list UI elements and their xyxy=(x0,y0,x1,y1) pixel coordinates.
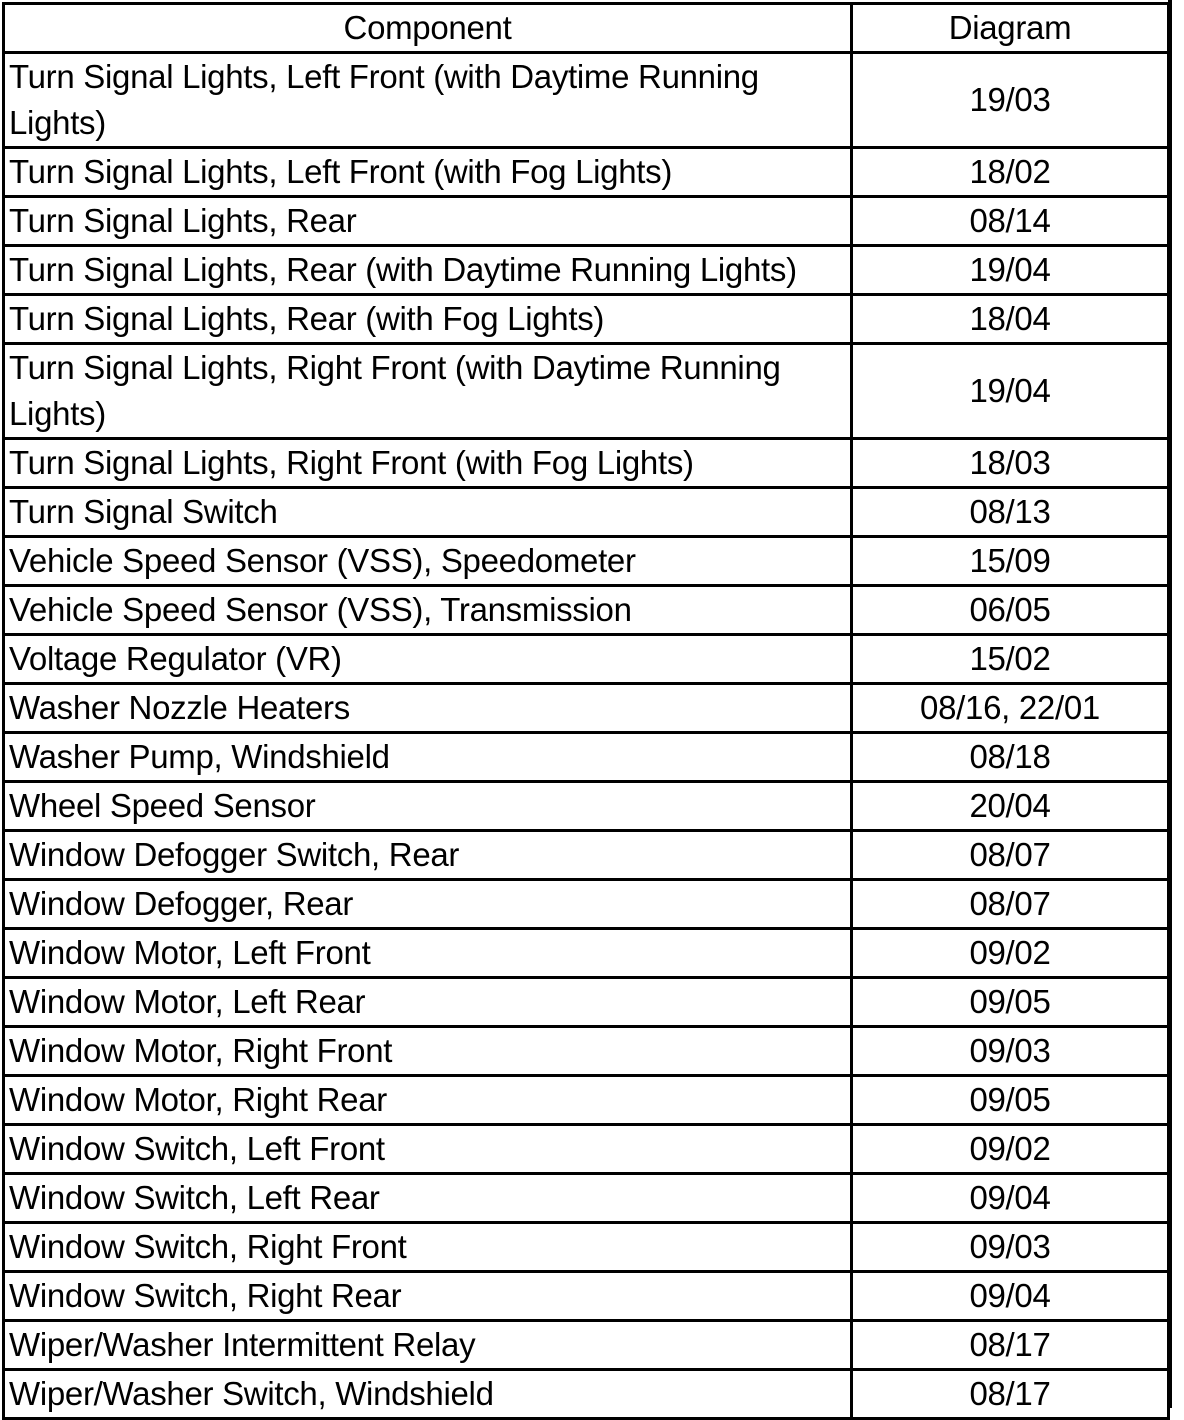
diagram-column-header: Diagram xyxy=(852,4,1169,53)
component-cell: Window Motor, Right Front xyxy=(4,1027,852,1076)
component-cell: Vehicle Speed Sensor (VSS), Transmission xyxy=(4,586,852,635)
table-row xyxy=(4,586,1169,635)
diagram-cell: 15/02 xyxy=(852,635,1169,684)
component-cell: Wheel Speed Sensor xyxy=(4,782,852,831)
table-body xyxy=(4,53,1169,1419)
table-header xyxy=(4,4,1169,53)
diagram-cell: 08/16, 22/01 xyxy=(852,684,1169,733)
header-row xyxy=(4,4,1169,53)
table-row xyxy=(4,978,1169,1027)
component-cell: Turn Signal Lights, Right Front (with Daytime Running Lights) xyxy=(4,344,852,439)
diagram-cell: 09/05 xyxy=(852,978,1169,1027)
component-cell: Turn Signal Lights, Left Front (with Fog Lights) xyxy=(4,148,852,197)
diagram-cell: 08/17 xyxy=(852,1321,1169,1370)
table-row xyxy=(4,1174,1169,1223)
diagram-cell: 09/03 xyxy=(852,1223,1169,1272)
diagram-cell: 06/05 xyxy=(852,586,1169,635)
table-row xyxy=(4,1027,1169,1076)
table-row xyxy=(4,488,1169,537)
component-cell: Window Motor, Left Front xyxy=(4,929,852,978)
table-row xyxy=(4,831,1169,880)
component-index-table xyxy=(2,2,1170,1420)
table-row xyxy=(4,246,1169,295)
diagram-cell: 19/03 xyxy=(852,53,1169,148)
component-cell: Window Motor, Left Rear xyxy=(4,978,852,1027)
diagram-cell: 09/02 xyxy=(852,1125,1169,1174)
table-row xyxy=(4,684,1169,733)
table-row xyxy=(4,148,1169,197)
component-cell: Wiper/Washer Intermittent Relay xyxy=(4,1321,852,1370)
table-row xyxy=(4,53,1169,148)
component-cell: Voltage Regulator (VR) xyxy=(4,635,852,684)
table-row xyxy=(4,1076,1169,1125)
diagram-cell: 18/02 xyxy=(852,148,1169,197)
diagram-cell: 19/04 xyxy=(852,344,1169,439)
table-row xyxy=(4,537,1169,586)
diagram-cell: 20/04 xyxy=(852,782,1169,831)
component-cell: Turn Signal Lights, Left Front (with Daytime Running Lights) xyxy=(4,53,852,148)
diagram-cell: 08/07 xyxy=(852,880,1169,929)
diagram-cell: 08/14 xyxy=(852,197,1169,246)
table-row xyxy=(4,1370,1169,1419)
component-cell: Window Switch, Right Rear xyxy=(4,1272,852,1321)
diagram-cell: 09/04 xyxy=(852,1174,1169,1223)
diagram-cell: 09/02 xyxy=(852,929,1169,978)
table-row xyxy=(4,439,1169,488)
component-cell: Wiper/Washer Switch, Windshield xyxy=(4,1370,852,1419)
component-cell: Window Defogger Switch, Rear xyxy=(4,831,852,880)
table-row xyxy=(4,295,1169,344)
component-cell: Washer Pump, Windshield xyxy=(4,733,852,782)
component-cell: Turn Signal Lights, Rear (with Fog Lights) xyxy=(4,295,852,344)
component-cell: Turn Signal Lights, Right Front (with Fog Lights) xyxy=(4,439,852,488)
diagram-cell: 18/03 xyxy=(852,439,1169,488)
component-column-header: Component xyxy=(4,4,852,53)
component-cell: Turn Signal Lights, Rear (with Daytime Running Lights) xyxy=(4,246,852,295)
diagram-cell: 09/04 xyxy=(852,1272,1169,1321)
component-cell: Window Switch, Left Front xyxy=(4,1125,852,1174)
diagram-cell: 08/13 xyxy=(852,488,1169,537)
table-row xyxy=(4,635,1169,684)
component-cell: Turn Signal Lights, Rear xyxy=(4,197,852,246)
diagram-cell: 19/04 xyxy=(852,246,1169,295)
diagram-cell: 09/05 xyxy=(852,1076,1169,1125)
component-cell: Window Switch, Left Rear xyxy=(4,1174,852,1223)
component-cell: Window Defogger, Rear xyxy=(4,880,852,929)
table-row xyxy=(4,733,1169,782)
page-right-edge-line xyxy=(1168,0,1172,1408)
diagram-cell: 08/17 xyxy=(852,1370,1169,1419)
component-cell: Window Motor, Right Rear xyxy=(4,1076,852,1125)
component-cell: Washer Nozzle Heaters xyxy=(4,684,852,733)
table-row xyxy=(4,1321,1169,1370)
component-index-table-wrapper xyxy=(2,2,1167,1420)
table-row xyxy=(4,197,1169,246)
diagram-cell: 18/04 xyxy=(852,295,1169,344)
table-row xyxy=(4,880,1169,929)
component-cell: Vehicle Speed Sensor (VSS), Speedometer xyxy=(4,537,852,586)
table-row xyxy=(4,1125,1169,1174)
diagram-cell: 08/18 xyxy=(852,733,1169,782)
table-row xyxy=(4,1223,1169,1272)
component-cell: Turn Signal Switch xyxy=(4,488,852,537)
table-row xyxy=(4,782,1169,831)
table-row xyxy=(4,344,1169,439)
diagram-cell: 09/03 xyxy=(852,1027,1169,1076)
component-cell: Window Switch, Right Front xyxy=(4,1223,852,1272)
table-row xyxy=(4,1272,1169,1321)
diagram-cell: 15/09 xyxy=(852,537,1169,586)
diagram-cell: 08/07 xyxy=(852,831,1169,880)
table-row xyxy=(4,929,1169,978)
